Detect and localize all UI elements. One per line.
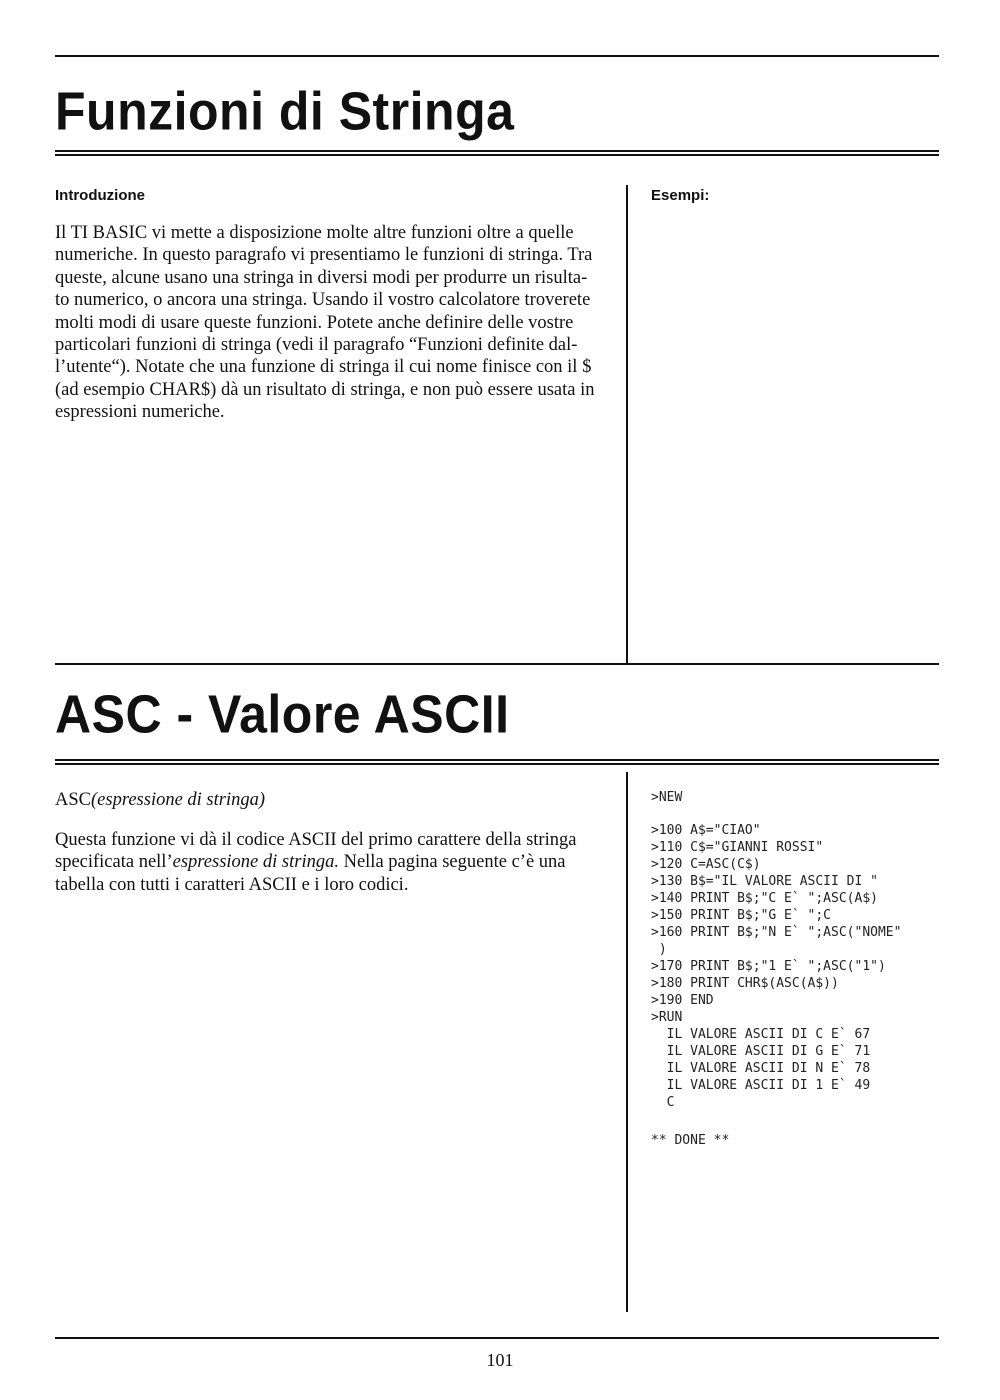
code-line: >190 END bbox=[651, 993, 714, 1008]
intro-heading: Introduzione bbox=[55, 187, 145, 204]
asc-desc-emphasis: espressione di stringa. bbox=[172, 852, 339, 873]
code-listing bbox=[651, 822, 901, 1111]
code-line: >130 B$="IL VALORE ASCII DI " bbox=[651, 874, 878, 889]
intro-line: Il TI BASIC vi mette a disposizione molte altre funzioni oltre a quelle bbox=[55, 223, 574, 243]
code-new bbox=[651, 789, 682, 806]
code-line: >140 PRINT B$;"C E` ";ASC(A$) bbox=[651, 891, 878, 906]
asc-syntax bbox=[55, 789, 615, 811]
intro-line: (ad esempio CHAR$) dà un risultato di stringa, e non può essere usata in bbox=[55, 379, 595, 400]
column-divider-1 bbox=[626, 185, 628, 663]
code-output-line: C bbox=[651, 1095, 675, 1110]
intro-line: espressioni numeriche. bbox=[55, 402, 225, 423]
code-line: >NEW bbox=[651, 790, 683, 805]
intro-line: queste, alcune usano una stringa in diversi modi per produrre un risulta- bbox=[55, 267, 588, 288]
code-line: ** DONE ** bbox=[651, 1133, 730, 1148]
code-line: >100 A$="CIAO" bbox=[651, 823, 761, 838]
syntax-function-name: ASC bbox=[55, 790, 91, 810]
code-line: >150 PRINT B$;"G E` ";C bbox=[651, 908, 832, 923]
code-output-line: IL VALORE ASCII DI C E` 67 bbox=[651, 1027, 871, 1042]
title-double-rule bbox=[55, 150, 939, 156]
code-output-line: IL VALORE ASCII DI G E` 71 bbox=[651, 1044, 871, 1059]
code-line: >110 C$="GIANNI ROSSI" bbox=[651, 840, 824, 855]
intro-line: numeriche. In questo paragrafo vi presentiamo le funzioni di stringa. Tra bbox=[55, 245, 593, 266]
examples-heading: Esempi: bbox=[651, 187, 710, 204]
top-rule bbox=[55, 55, 939, 57]
code-line: >RUN bbox=[651, 1010, 683, 1025]
section-rule bbox=[55, 663, 939, 665]
asc-description bbox=[55, 829, 615, 896]
asc-desc-line: specificata nell’espressione di stringa. Nella pagina seguente c’è una bbox=[55, 852, 566, 873]
code-line: >160 PRINT B$;"N E` ";ASC("NOME" bbox=[651, 925, 902, 940]
syntax-argument: (espressione di stringa) bbox=[91, 790, 266, 810]
code-line: ) bbox=[651, 942, 667, 957]
intro-line: to numerico, o ancora una stringa. Usando il vostro calcolatore troverete bbox=[55, 290, 591, 311]
column-divider-2 bbox=[626, 772, 628, 1312]
code-output-line: IL VALORE ASCII DI 1 E` 49 bbox=[651, 1078, 871, 1093]
asc-title-double-rule bbox=[55, 759, 939, 765]
section-title-asc: ASC - Valore ASCII bbox=[55, 684, 510, 745]
page-number: 101 bbox=[486, 1350, 514, 1370]
intro-line: molti modi di usare queste funzioni. Potete anche definire delle vostre bbox=[55, 312, 574, 333]
asc-desc-line: tabella con tutti i caratteri ASCII e i loro codici. bbox=[55, 874, 409, 895]
section-title-funzioni-di-stringa: Funzioni di Stringa bbox=[55, 81, 515, 142]
code-output-line: IL VALORE ASCII DI N E` 78 bbox=[651, 1061, 871, 1076]
intro-line: l’utente“). Notate che una funzione di stringa il cui nome finisce con il $ bbox=[55, 357, 592, 378]
intro-line: particolari funzioni di stringa (vedi il paragrafo “Funzioni definite dal- bbox=[55, 335, 578, 356]
code-line: >170 PRINT B$;"1 E` ";ASC("1") bbox=[651, 959, 886, 974]
code-line: >120 C=ASC(C$) bbox=[651, 857, 761, 872]
code-done bbox=[651, 1132, 729, 1149]
intro-paragraph bbox=[55, 222, 615, 424]
code-line: >180 PRINT CHR$(ASC(A$)) bbox=[651, 976, 839, 991]
footer-rule bbox=[55, 1337, 939, 1339]
asc-desc-line: Questa funzione vi dà il codice ASCII del primo carattere della stringa bbox=[55, 830, 577, 850]
